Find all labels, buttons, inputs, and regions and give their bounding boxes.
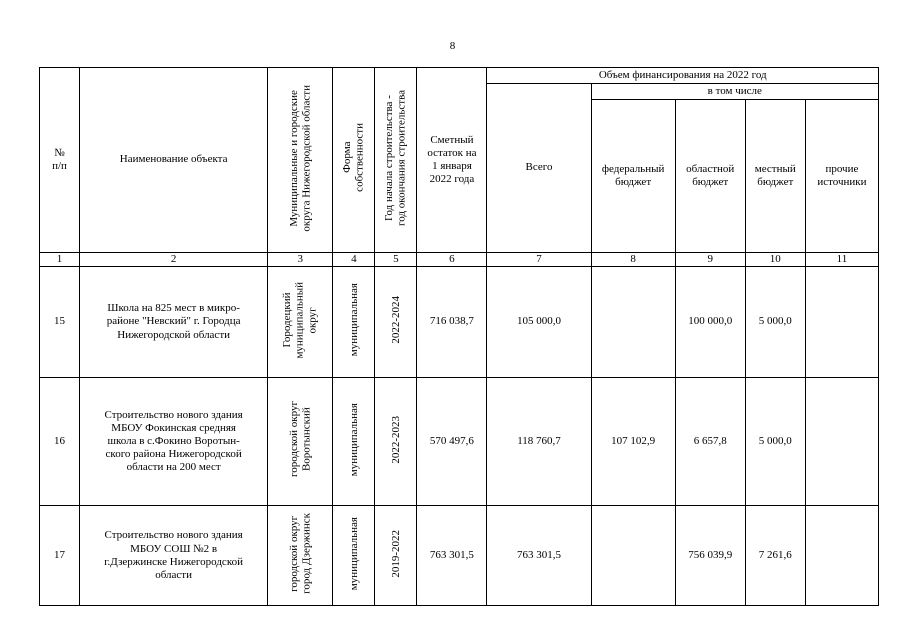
row-number: 17 <box>40 506 80 606</box>
header-regional: областной бюджет <box>686 162 735 189</box>
local: 7 261,6 <box>745 506 805 606</box>
page-number: 8 <box>449 40 456 52</box>
years: 2022-2023 <box>389 415 402 464</box>
header-name-cell <box>80 68 268 253</box>
header-municipality-cell <box>268 68 333 253</box>
table-row <box>40 506 879 606</box>
municipality: городской округ город Дзержинск <box>287 513 313 595</box>
object-name: Школа на 825 мест в микро- районе "Невский" г. Городца Нижегородской области <box>106 302 241 341</box>
municipality: городской округ Воротынский <box>287 401 313 478</box>
header-local: местный бюджет <box>754 162 796 189</box>
financing-table <box>39 67 879 606</box>
regional: 100 000,0 <box>675 267 745 378</box>
header-name: Наименование объекта <box>119 153 228 166</box>
estimate: 570 497,6 <box>417 377 487 506</box>
total: 105 000,0 <box>487 267 591 378</box>
municipality-cell <box>268 377 333 506</box>
local: 5 000,0 <box>745 377 805 506</box>
header-municipality: Муниципальные и городские округа Нижегородской области <box>287 84 313 232</box>
column-number: 9 <box>675 252 745 266</box>
total: 118 760,7 <box>487 377 591 506</box>
total: 763 301,5 <box>487 506 591 606</box>
years-cell <box>375 377 417 506</box>
header-federal-cell <box>591 100 675 253</box>
object-name-cell <box>80 506 268 606</box>
header-years: Год начала строительства - год окончания строительства <box>383 89 408 226</box>
other <box>805 377 878 506</box>
regional: 6 657,8 <box>675 377 745 506</box>
object-name-cell <box>80 267 268 378</box>
federal: 107 102,9 <box>591 377 675 506</box>
column-number: 11 <box>805 252 878 266</box>
column-number: 2 <box>80 252 268 266</box>
column-number: 3 <box>268 252 333 266</box>
header-ownership: Форма собственности <box>341 123 366 193</box>
municipality-cell <box>268 267 333 378</box>
municipality: Городецкий муниципальный округ <box>281 281 319 359</box>
ownership-cell <box>333 506 375 606</box>
column-number-row <box>40 252 879 266</box>
column-number: 4 <box>333 252 375 266</box>
ownership: муниципальная <box>347 283 360 357</box>
column-number: 8 <box>591 252 675 266</box>
municipality-cell <box>268 506 333 606</box>
column-number: 5 <box>375 252 417 266</box>
other <box>805 506 878 606</box>
header-estimate-cell <box>417 68 487 253</box>
object-name: Строительство нового здания МБОУ Фокинская средняя школа в с.Фокино Воротын- ского района Нижегородской области на 200 мест <box>104 408 243 474</box>
column-number: 7 <box>487 252 591 266</box>
ownership: муниципальная <box>347 402 360 477</box>
ownership-cell <box>333 377 375 506</box>
ownership-cell <box>333 267 375 378</box>
estimate: 716 038,7 <box>417 267 487 378</box>
header-ownership-cell <box>333 68 375 253</box>
object-name: Строительство нового здания МБОУ СОШ №2 в г.Дзержинске Нижегородской области <box>104 529 243 581</box>
header-local-cell <box>745 100 805 253</box>
row-number: 15 <box>40 267 80 378</box>
federal <box>591 267 675 378</box>
column-number: 1 <box>40 252 80 266</box>
header-number-cell <box>40 68 80 253</box>
estimate: 763 301,5 <box>417 506 487 606</box>
table-row <box>40 267 879 378</box>
header-total: Всего <box>525 161 553 174</box>
years: 2019-2022 <box>389 529 402 578</box>
years-cell <box>375 267 417 378</box>
header-years-cell <box>375 68 417 253</box>
header-total-cell <box>487 84 591 253</box>
ownership: муниципальная <box>347 517 360 591</box>
federal <box>591 506 675 606</box>
table-row <box>40 377 879 506</box>
local: 5 000,0 <box>745 267 805 378</box>
header-including: в том числе <box>591 84 878 100</box>
header-regional-cell <box>675 100 745 253</box>
header-number: № п/п <box>52 146 67 172</box>
object-name-cell <box>80 377 268 506</box>
header-estimate: Сметный остаток на 1 января 2022 года <box>427 133 477 186</box>
regional: 756 039,9 <box>675 506 745 606</box>
header-federal: федеральный бюджет <box>601 162 665 189</box>
column-number: 10 <box>745 252 805 266</box>
header-funding-group: Объем финансирования на 2022 год <box>487 68 879 84</box>
column-number: 6 <box>417 252 487 266</box>
other <box>805 267 878 378</box>
years: 2022-2024 <box>389 296 402 344</box>
header-other: прочие источники <box>817 162 867 189</box>
years-cell <box>375 506 417 606</box>
header-other-cell <box>805 100 878 253</box>
row-number: 16 <box>40 377 80 506</box>
